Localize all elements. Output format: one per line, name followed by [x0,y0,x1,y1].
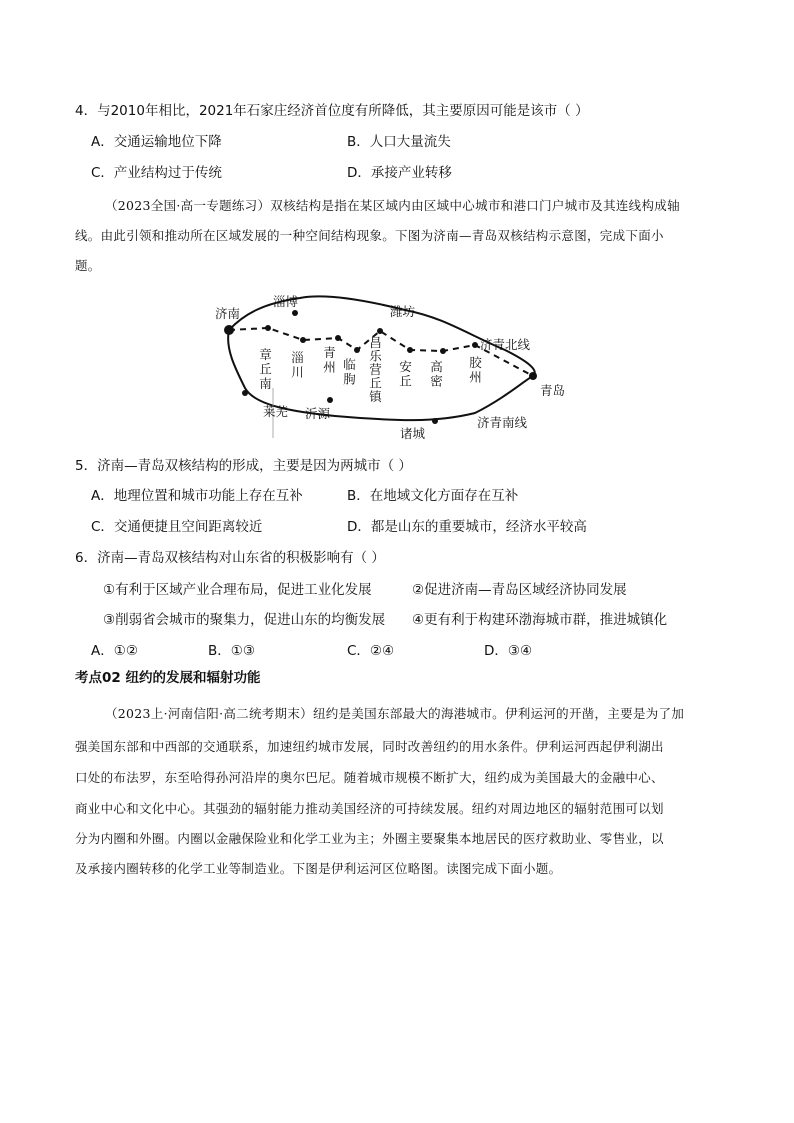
q5-option-c: C．交通便捷且空间距离较近 [91,519,263,535]
label-laiwu: 莱芜 [263,404,289,419]
q5-stem: 5．济南—青岛双核结构的形成，主要是因为两城市（ ） [75,458,412,474]
city-dot-jinan [224,325,234,335]
q5-option-b: B．在地域文化方面存在互补 [347,488,519,504]
city-dot-yiyuan [327,397,333,403]
city-dot-anqiu [407,347,413,353]
passage2-line-4: 商业中心和文化中心。其强劲的辐射能力推动美国经济的可持续发展。纽约对周边地区的辐射范围可以划 [75,801,664,816]
q6-option-d: D．③④ [484,643,533,659]
passage2-line-5: 分为内圈和外圈。内圈以金融保险业和化学工业为主；外圈主要聚集本地居民的医疗救助业、零售业，以 [75,831,664,846]
label-zibo: 淄博 [273,294,299,309]
label-changle: 昌乐营丘镇 [367,336,383,404]
passage1-line-3: 题。 [75,258,101,273]
label-jiaozhou: 胶州 [467,356,483,385]
passage1-line-2: 线。由此引领和推动所在区域发展的一种空间结构现象。下图为济南—青岛双核结构示意图，完成下面小 [75,228,664,243]
label-zhucheng: 诸城 [400,426,426,441]
jinan-qingdao-map [205,288,585,448]
label-qingdao: 青岛 [540,383,566,398]
label-yiyuan: 沂源 [305,406,331,421]
label-jiqing-south: 济青南线 [477,415,528,430]
passage2-line-1: （2023上·河南信阳·高二统考期末）纽约是美国东部最大的海港城市。伊利运河的开凿，主要是为了加 [105,706,685,721]
city-dot-zichuan [300,337,306,343]
q6-option-c: C．②④ [347,643,395,659]
city-dot-qingdao [529,372,537,380]
passage2-line-3: 口处的布法罗，东至哈得孙河沿岸的奥尔巴尼。随着城市规模不断扩大，纽约成为美国最大的金融中心、 [75,770,664,785]
city-dot-zhangqiu [265,325,271,331]
q6-option-b: B．①③ [208,643,255,659]
q6-stem: 6．济南—青岛双核结构对山东省的积极影响有（ ） [75,550,385,566]
city-dot-qingzhou [335,335,341,341]
city-dot-linqu [354,347,360,353]
label-jinan: 济南 [215,306,241,321]
label-qingzhou: 青州 [321,346,337,375]
label-zhangqiu: 章丘南 [257,348,273,392]
city-dot-laiwu [242,390,248,396]
label-jiqing-north: 济青北线 [480,337,531,352]
q4-option-b: B．人口大量流失 [347,134,451,150]
passage2-line-6: 及承接内圈转移的化学工业等制造业。下图是伊利运河区位略图。读图完成下面小题。 [75,861,562,876]
q4-option-c: C．产业结构过于传统 [91,165,222,181]
passage1-line-1: （2023全国·高一专题练习）双核结构是指在某区域内由区域中心城市和港口门户城市及其连线构成轴 [105,198,680,213]
city-dot-gaomi [440,348,446,354]
city-dot-zhucheng [432,418,438,424]
q4-option-a: A．交通运输地位下降 [91,134,222,150]
q6-statement-4: ④更有利于构建环渤海城市群，推进城镇化 [412,612,668,628]
q6-statement-2: ②促进济南—青岛区域经济协同发展 [412,582,627,598]
passage2-line-2: 强美国东部和中西部的交通联系，加速纽约城市发展，同时改善纽约的用水条件。伊利运河西起伊利湖出 [75,739,664,754]
q6-option-a: A．①② [91,643,138,659]
label-weifang: 潍坊 [390,304,416,319]
section-heading: 考点02 纽约的发展和辐射功能 [75,670,261,686]
label-anqiu: 安丘 [397,360,413,389]
q5-option-a: A．地理位置和城市功能上存在互补 [91,488,303,504]
q6-statement-3: ③削弱省会城市的聚集力，促进山东的均衡发展 [103,612,386,628]
city-dot-weifang [377,328,383,334]
q4-stem: 4．与2010年相比，2021年石家庄经济首位度有所降低，其主要原因可能是该市（ ） [75,103,589,119]
city-dot-zibo [292,310,298,316]
label-zichuan: 淄川 [289,351,305,380]
label-linqu: 临朐 [341,358,357,387]
q6-statement-1: ①有利于区域产业合理布局，促进工业化发展 [103,582,372,598]
q4-option-d: D．承接产业转移 [347,165,452,181]
city-dot-jiaozhou [472,342,478,348]
label-gaomi: 高密 [428,360,444,389]
q5-option-d: D．都是山东的重要城市，经济水平较高 [347,519,587,535]
